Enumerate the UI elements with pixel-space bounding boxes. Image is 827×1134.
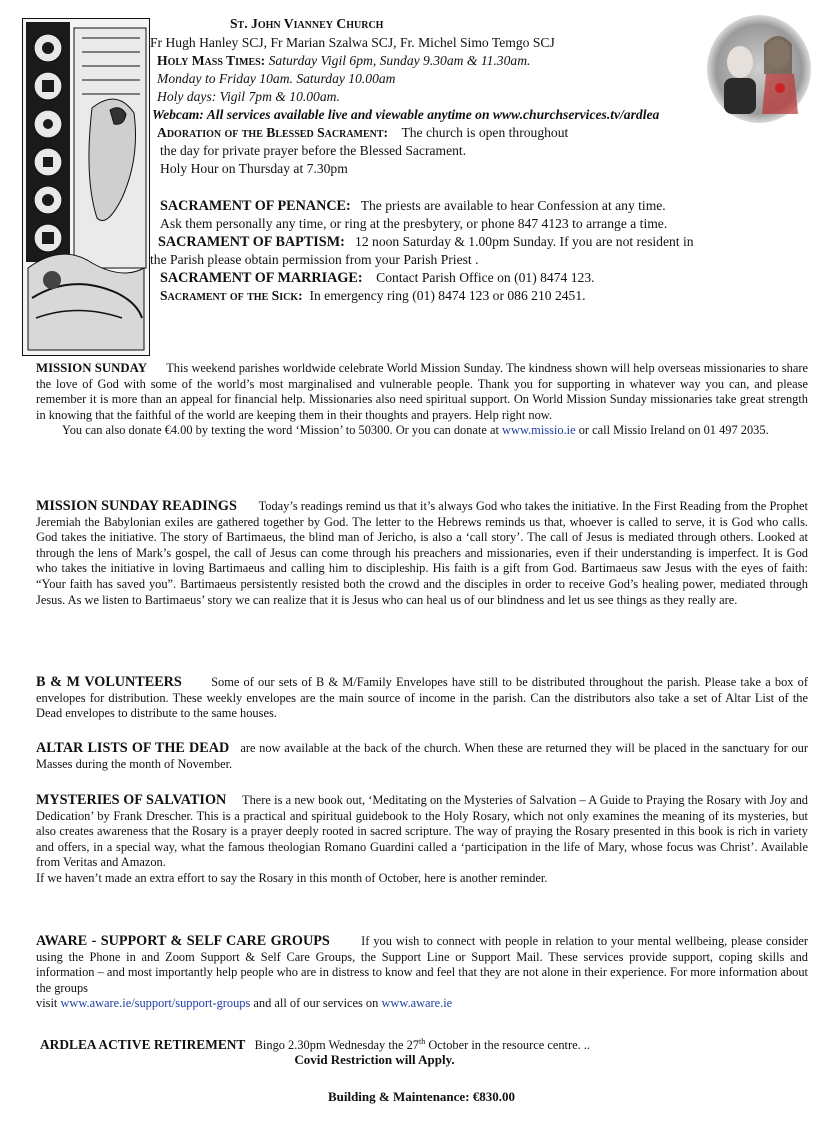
adoration: [157, 124, 568, 141]
mysteries-title: MYSTERIES OF SALVATION: [36, 792, 227, 808]
retirement-sup: th: [418, 1037, 426, 1046]
penance-label: SACRAMENT OF PENANCE:: [160, 198, 351, 214]
holy-days: Holy days: Vigil 7pm & 10.00am.: [157, 89, 340, 104]
mysteries-section: [36, 793, 808, 887]
volunteers-text: Some of our sets of B & M/Family Envelopes have still to be distributed throughout the parish. Please take a box of envelopes for distribution. These weekly envelopes are the main source of income in the parish. Can the distributors also take a set of Altar List of the Dead envelopes to distribute to the same houses.: [36, 675, 808, 721]
readings-section: [36, 499, 808, 608]
covid-notice: Covid Restriction will Apply.: [294, 1052, 455, 1067]
sacred-heart-portrait: [706, 14, 812, 124]
webcam-notice: Webcam: All services available live and viewable anytime on www.churchservices.tv/ardlea: [152, 107, 660, 122]
aware-title: AWARE - SUPPORT & SELF CARE GROUPS: [36, 933, 330, 949]
mission-sunday-p2: [36, 423, 808, 439]
marriage-label: SACRAMENT OF MARRIAGE:: [160, 270, 363, 286]
mysteries-text: There is a new book out, ‘Meditating on the Mysteries of Salvation – A Guide to Praying the Rosary with Joy and Dedication’ by Frank Drescher. This is a practical and spiritual guidebook to the Holy Rosary, which not only examines the meaning of its mysteries, but also creates awareness that the Rosary is a prayer deeply rooted in sacred scripture. The way of praying the Rosary presented in this book is rich in variety and offers, in a special way, what the famous theologian Romano Guardini called a ‘participation in the life of Mary, whose focus was Christ’. Available from Veritas and Amazon.: [36, 793, 808, 870]
retirement-text-b: October in the resource centre. ..: [425, 1038, 591, 1053]
sick-text: In emergency ring (01) 8474 123 or 086 210 2451.: [309, 288, 586, 303]
penance-text-2: Ask them personally any time, or ring at the presbytery, or phone 847 4123 to arrange a time.: [160, 216, 668, 231]
aware-visit: visit: [36, 996, 58, 1011]
mission-sunday-p1: This weekend parishes worldwide celebrate World Mission Sunday. The kindness shown will help overseas missionaries to share the love of God with some of the world’s most marginalised and vulnerable people. Thank you for supporting in whatever way you can, and please remember it is more than an appeal for financial help. Missionaries also need spiritual support. On World Mission Sunday missionaries take great strength in knowing that the faithful of the world are keeping them in their thoughts and prayers. Help right now.: [36, 361, 808, 422]
mass-times-weekday: Monday to Friday 10am. Saturday 10.00am: [157, 71, 396, 86]
baptism-text-2: the Parish please obtain permission from your Parish Priest .: [150, 252, 479, 267]
volunteers-title: B & M VOLUNTEERS: [36, 674, 182, 690]
adoration-text: The church is open throughout: [401, 125, 569, 140]
building-maintenance: Building & Maintenance: €830.00: [327, 1089, 516, 1104]
pieta-engraving: [22, 18, 150, 356]
mass-times-weekend: Saturday Vigil 6pm, Sunday 9.30am & 11.30am.: [268, 53, 531, 68]
altar-lists-section: [36, 741, 808, 772]
retirement-title: ARDLEA ACTIVE RETIREMENT: [40, 1037, 246, 1053]
readings-text: Today’s readings remind us that it’s always God who takes the initiative. In the First Reading from the Prophet Jeremiah the Babylonian exiles are gathered together by God. The letter to the Hebrews reminds us that, whoever is called to serve, it is God who calls. God takes the initiative. The story of Bartimaeus, the blind man of Jericho, is also a ‘call story’. The call of Jesus is mediated through others. Looked at through the lens of Mark’s gospel, the call of Jesus can come through his preachers and missionaries, even if their understanding is imperfect. It is God who takes the initiative in loving Bartimaeus and calling him to discipleship. His faith is a gift from God. Bartimaeus saw Jesus with the eyes of faith: “Your faith has saved you”. Bartimaeus persistently resisted both the crowd and the disciples in order to receive God’s healing power, mediated through Jesus. As we listen to Bartimaeus’ story we can realize that it is Jesus who can heal us of our blindness and let us see things as they really are.: [36, 499, 808, 607]
adoration-label: Adoration of the Blessed Sacrament:: [157, 125, 389, 140]
aware-middle: and all of our services on: [253, 996, 379, 1011]
holy-hour: Holy Hour on Thursday at 7.30pm: [160, 161, 348, 176]
rosary-reminder: If we haven’t made an extra effort to say the Rosary in this month of October, here is another reminder.: [36, 870, 548, 885]
mission-call-text: or call Missio Ireland on 01 497 2035.: [578, 423, 769, 438]
aware-links: [36, 996, 808, 1012]
aware-support-link[interactable]: www.aware.ie/support/support-groups: [60, 996, 251, 1011]
sick-label: Sacrament of the Sick:: [160, 288, 303, 303]
marriage-text: Contact Parish Office on (01) 8474 123.: [376, 270, 595, 285]
altar-lists-title: ALTAR LISTS OF THE DEAD: [36, 740, 230, 756]
retirement-text-a: Bingo 2.30pm Wednesday the 27: [254, 1038, 419, 1053]
penance-text: The priests are available to hear Confession at any time.: [360, 198, 666, 213]
altar-lists-text: are now available at the back of the church. When these are returned they will be placed in the sanctuary for our Masses during the month of November.: [36, 741, 809, 771]
sick: [160, 287, 586, 304]
church-name: St. John Vianney Church: [230, 16, 384, 31]
mass-times-label: Holy Mass Times:: [157, 53, 266, 68]
adoration-text-2: the day for private prayer before the Blessed Sacrament.: [160, 143, 467, 158]
marriage: [160, 269, 595, 287]
aware-link[interactable]: www.aware.ie: [381, 996, 453, 1011]
mission-sunday-title: MISSION SUNDAY: [36, 361, 147, 375]
aware-section: [36, 934, 808, 1012]
mass-times: [157, 52, 530, 69]
aware-text: If you wish to connect with people in relation to your mental wellbeing, please consider using the Phone in and Zoom Support & Self Care Groups, the Support Line or Support Mail. These services provide support, coping skills and information – and most importantly help people who are in distress to know and feel that they are not alone in their experience. For more information about the groups: [36, 934, 809, 995]
retirement-section: [40, 1034, 812, 1054]
mission-donate-text: You can also donate €4.00 by texting the word ‘Mission’ to 50300. Or you can donate at: [62, 423, 499, 438]
readings-title: MISSION SUNDAY READINGS: [36, 498, 237, 514]
volunteers-section: [36, 675, 808, 722]
priests-list: Fr Hugh Hanley SCJ, Fr Marian Szalwa SCJ, Fr. Michel Simo Temgo SCJ: [150, 35, 555, 50]
baptism: [158, 233, 694, 251]
mission-sunday-section: [36, 361, 808, 439]
missio-link[interactable]: www.missio.ie: [502, 423, 576, 438]
baptism-text: 12 noon Saturday & 1.00pm Sunday. If you are not resident in: [355, 234, 694, 249]
penance: [160, 197, 666, 215]
baptism-label: SACRAMENT OF BAPTISM:: [158, 234, 345, 250]
